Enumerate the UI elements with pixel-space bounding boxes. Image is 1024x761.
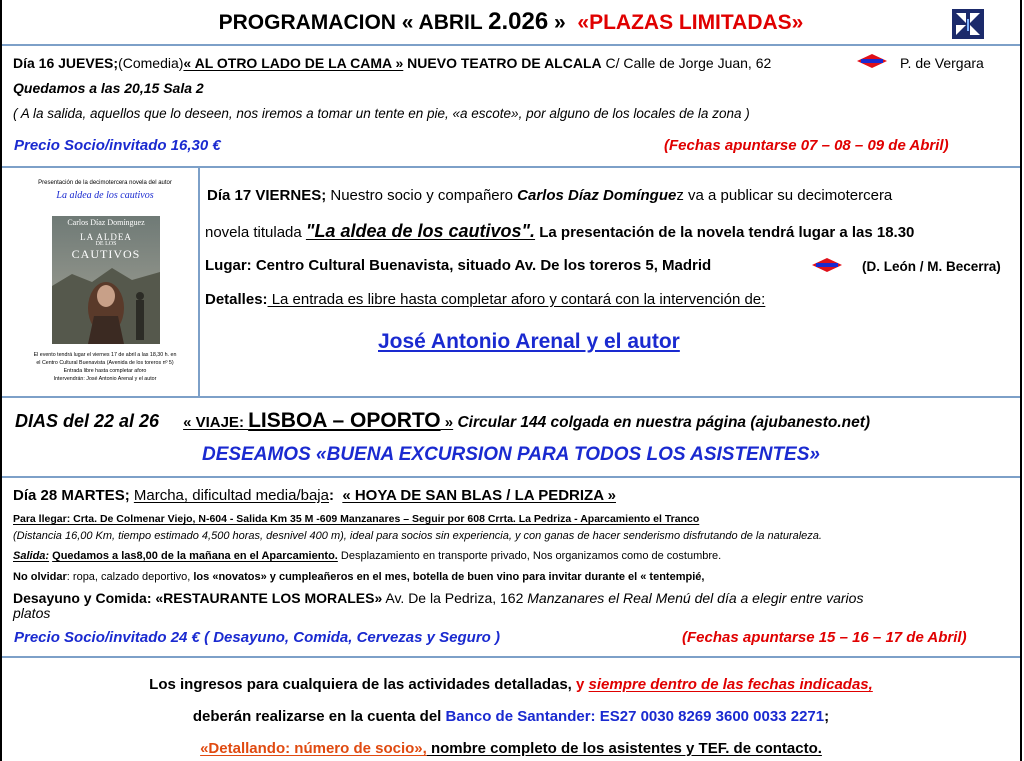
footer-l2c: ; <box>824 708 830 725</box>
caption-line: el Centro Cultural Buenavista (Avenida de los toreros nº 5) <box>36 360 174 366</box>
remember-text: : ropa, calzado deportivo, <box>66 571 194 583</box>
event1-type: (Comedia) <box>118 55 184 71</box>
bank-account: Banco de Santander: ES27 0030 8269 3600 0033 2271 <box>445 708 825 725</box>
event2-metro-stops: (D. León / M. Becerra) <box>862 259 1001 274</box>
column-divider <box>198 168 200 396</box>
footer-l3a: «Detallando: número de socio», <box>200 740 427 757</box>
page-title <box>2 8 1020 36</box>
event3-dates: (Fechas apuntarse 15 – 16 – 17 de Abril) <box>682 629 967 646</box>
event3-departure <box>13 550 721 562</box>
trip-circular: Circular 144 colgada en nuestra página (ajubanesto.net) <box>453 414 871 431</box>
caption-line: Entrada libre hasta completar aforo <box>63 368 147 374</box>
event3-distance: (Distancia 16,00 Km, tiempo estimado 4,500 horas, desnivel 400 m), ideal para socios sin experiencia, y con ganas de hacer senderismo disfrutando de la naturaleza. <box>13 530 822 542</box>
footer-line3 <box>2 740 1020 757</box>
event2-speakers: José Antonio Arenal y el autor <box>378 330 680 353</box>
event1-address: C/ Calle de Jorge Juan, 62 <box>601 55 772 71</box>
metro-logo-icon <box>812 258 842 272</box>
cover-title-1: LA ALDEA <box>80 232 132 242</box>
cover-title-2: CAUTIVOS <box>71 247 141 261</box>
event2-line2b: La presentación de la novela tendrá lugar a las 18.30 <box>535 224 915 241</box>
poster-caption <box>14 351 196 383</box>
event2-details <box>205 291 765 308</box>
footer-l1a: Los ingresos para cualquiera de las actividades detalladas, <box>149 676 577 693</box>
poster-title: La aldea de los cautivos <box>56 190 154 201</box>
footer-l1b: y <box>576 676 589 693</box>
event2-intro2: z va a publicar su decimotercera <box>676 187 893 204</box>
event2-line1 <box>207 187 892 204</box>
event2-line2a: novela titulada <box>205 224 306 241</box>
caption-line: Intervendrán: José Antonio Arenal y el autor <box>53 376 157 382</box>
event2-intro: Nuestro socio y compañero <box>326 187 518 204</box>
meal-addr: Av. De la Pedriza, 162 <box>382 590 528 606</box>
event2-novel: "La aldea de los cautivos". <box>305 221 536 241</box>
event2-place: Lugar: Centro Cultural Buenavista, situado Av. De los toreros 5, Madrid <box>205 257 712 274</box>
event3-price: Precio Socio/invitado 24 € ( Desayuno, Comida, Cervezas y Seguro ) <box>14 629 500 646</box>
event3-colon: : <box>328 487 334 504</box>
directions-wrap <box>13 513 699 525</box>
event3-remember <box>13 571 704 583</box>
event3-meal <box>13 590 863 606</box>
event3-desc: Marcha, dificultad media/baja <box>133 487 329 504</box>
title-prefix: PROGRAMACION « ABRIL <box>218 11 489 34</box>
event3-route: « HOYA DE SAN BLAS / LA PEDRIZA » <box>342 487 616 504</box>
event3-line1 <box>13 487 616 504</box>
separator <box>2 396 1020 398</box>
separator <box>2 44 1020 46</box>
separator <box>2 656 1020 658</box>
event1-play: « AL OTRO LADO DE LA CAMA » <box>183 55 404 71</box>
cover-mid: DE LOS <box>95 241 117 247</box>
separator <box>2 476 1020 478</box>
departure-label: Salida: <box>13 550 50 562</box>
event1-day: Día 16 JUEVES; <box>13 55 119 71</box>
meal-label: Desayuno y Comida: «RESTAURANTE LOS MORALES» <box>13 590 383 606</box>
meal-menu2: platos <box>13 605 51 621</box>
event1-dates: (Fechas apuntarse 07 – 08 – 09 de Abril) <box>664 137 949 154</box>
metro-logo-icon <box>857 54 887 68</box>
app-logo-icon <box>952 9 984 39</box>
footer-line2 <box>2 708 1020 725</box>
trip-close: » <box>440 414 454 431</box>
trip-dates: DIAS del 22 al 26 <box>15 411 160 431</box>
event3-day: Día 28 MARTES; <box>13 487 130 504</box>
remember-label: No olvidar <box>13 571 67 583</box>
title-close: » <box>548 11 566 34</box>
title-year: 2.026 <box>488 8 549 35</box>
event1-line <box>13 55 771 71</box>
trip-label: « VIAJE: <box>183 414 249 431</box>
footer-l3b: nombre completo de los asistentes y TEF. de contacto. <box>426 740 822 757</box>
limited-places: «PLAZAS LIMITADAS» <box>577 11 804 34</box>
remember-bold: los «novatos» y cumpleañeros en el mes, botella de buen vino para invitar durante el « tentempié, <box>193 571 705 583</box>
trip-wish: DESEAMOS «BUENA EXCURSION PARA TODOS LOS ASISTENTES» <box>202 444 820 465</box>
speakers-wrap <box>378 330 680 354</box>
footer-line1 <box>2 676 1020 693</box>
book-poster <box>14 178 196 390</box>
event2-author: Carlos Díaz Domíngue <box>517 187 677 204</box>
event1-venue: NUEVO TEATRO DE ALCALA <box>403 55 602 71</box>
trip-line <box>15 409 870 433</box>
event2-line2 <box>205 221 914 242</box>
meal-menu: Menú del día a elegir entre varios <box>651 590 864 606</box>
departure-note: Desplazamiento en transporte privado, Nos organizamos como de costumbre. <box>337 550 722 562</box>
footer-l1c: siempre dentro de las fechas indicadas, <box>588 676 873 693</box>
departure-text: Quedamos a las8,00 de la mañana en el Aparcamiento. <box>52 550 338 562</box>
poster-top: Presentación de la decimotercera novela del autor <box>38 180 172 186</box>
event2-day: Día 17 VIERNES; <box>207 187 327 204</box>
cover-author: Carlos Díaz Domínguez <box>67 218 145 227</box>
event1-note: ( A la salida, aquellos que lo deseen, nos iremos a tomar un tente en pie, «a escote», por alguno de los locales de la zona ) <box>13 106 750 121</box>
event3-directions: Para llegar: Crta. De Colmenar Viejo, N-604 - Salida Km 35 M -609 Manzanares – Seguir por 608 Crrta. La Pedriza - Aparcamiento el Tranco <box>13 513 700 525</box>
footer-l2a: deberán realizarse en la cuenta del <box>192 708 446 725</box>
details-label: Detalles: <box>205 291 268 308</box>
separator <box>2 166 1020 168</box>
event1-price: Precio Socio/invitado 16,30 € <box>14 137 221 154</box>
details-text: La entrada es libre hasta completar aforo y contará con la intervención de: <box>267 291 766 308</box>
trip-destination: LISBOA – OPORTO <box>248 409 441 432</box>
event1-metro-stop: P. de Vergara <box>900 55 984 71</box>
event1-meet: Quedamos a las 20,15 Sala 2 <box>13 80 204 96</box>
meal-town: Manzanares el Real <box>527 590 652 606</box>
caption-line: El evento tendrá lugar el viernes 17 de abril a las 18,30 h. en <box>33 352 177 358</box>
